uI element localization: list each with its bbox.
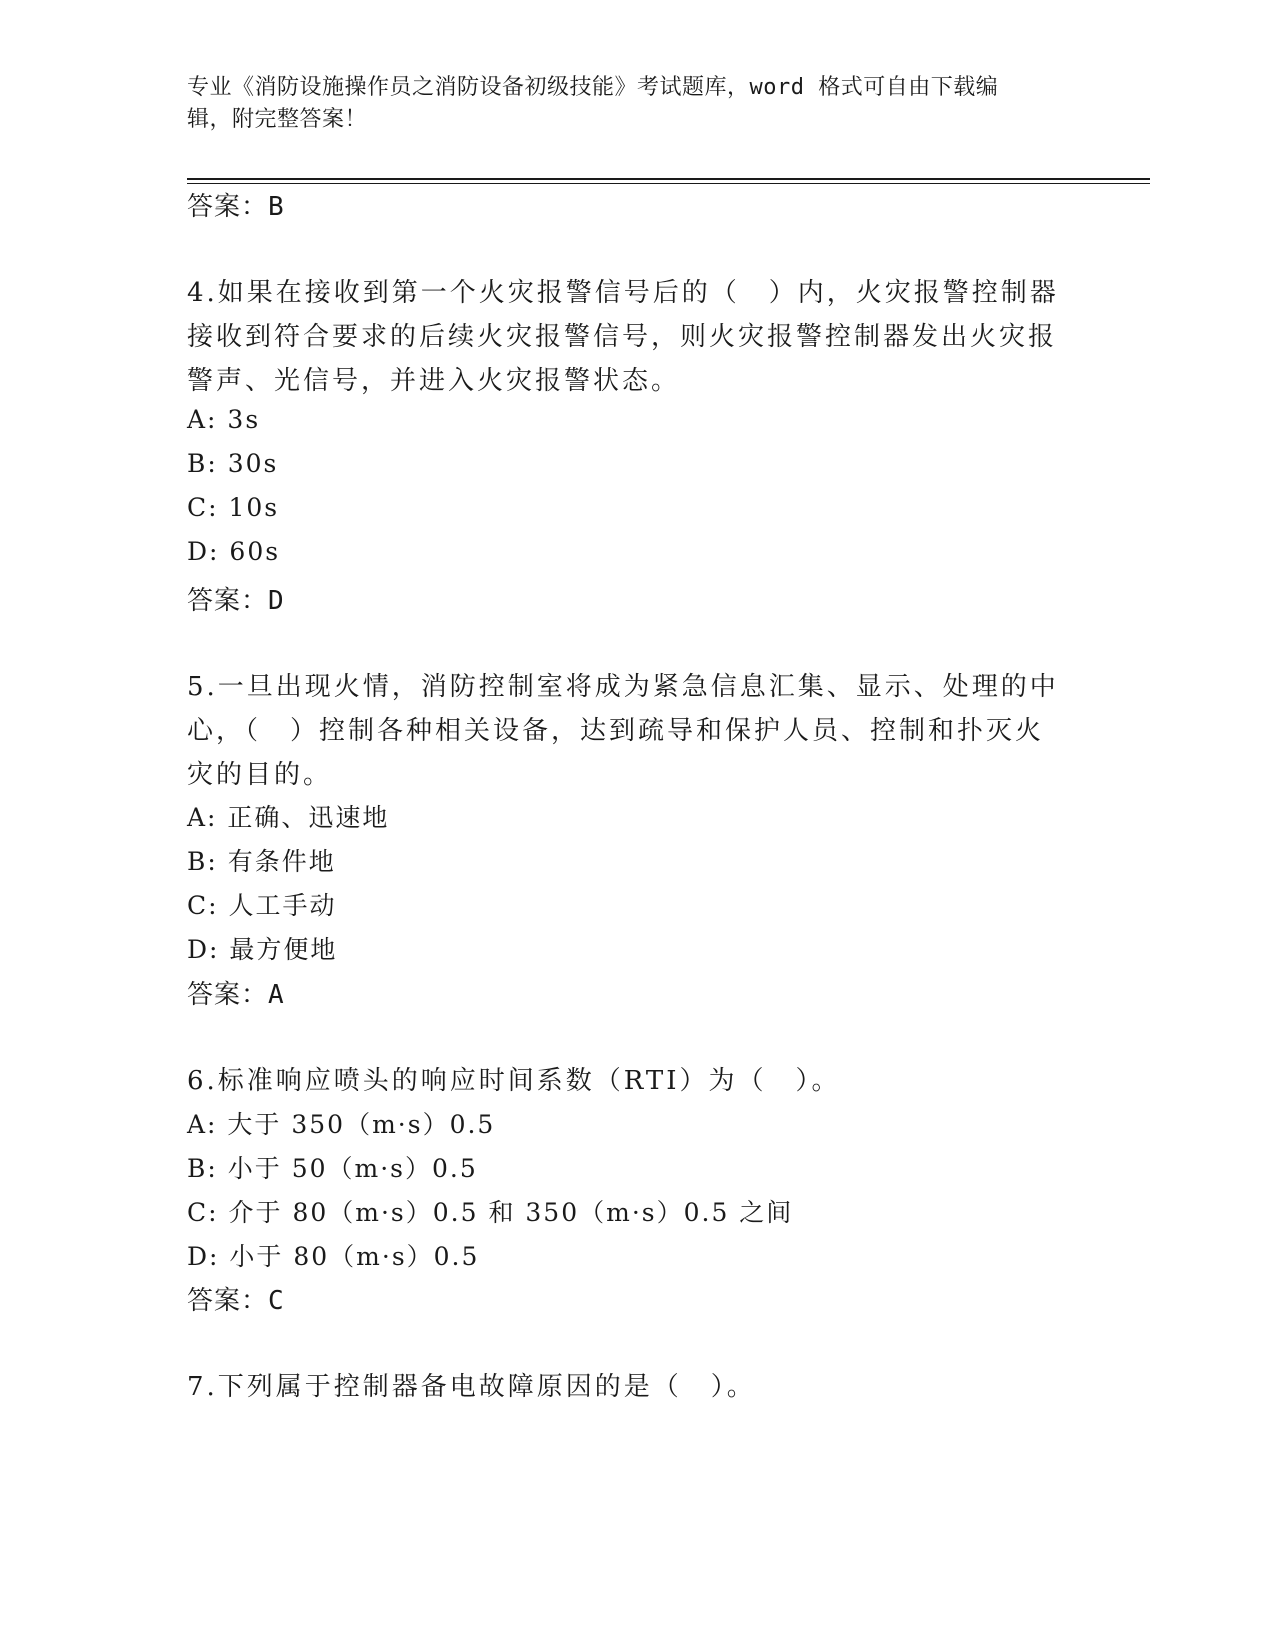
question-4-option-b: B: 30s [187, 449, 279, 478]
question-4-option-c: C: 10s [187, 493, 280, 522]
header-divider-thick [187, 178, 1150, 180]
question-5-option-c: C: 人工手动 [187, 891, 337, 920]
question-4-option-d: D: 60s [187, 537, 281, 566]
header-line-1: 专业《消防设施操作员之消防设备初级技能》考试题库，word 格式可自由下载编 [187, 75, 999, 100]
question-4-option-a: A: 3s [187, 405, 261, 434]
question-6-option-d: D: 小于 80（m·s）0.5 [187, 1242, 480, 1271]
question-6-option-a: A: 大于 350（m·s）0.5 [187, 1110, 496, 1139]
question-5-option-a: A: 正确、迅速地 [187, 803, 390, 832]
question-5-line-3: 灾的目的。 [187, 760, 333, 790]
question-4-line-2: 接收到符合要求的后续火灾报警信号，则火灾报警控制器发出火灾报 [187, 322, 1058, 352]
question-6-line-1: 6.标准响应喷头的响应时间系数（RTI）为（ ）。 [187, 1066, 841, 1096]
header-line-2: 辑，附完整答案！ [187, 107, 368, 132]
question-6-answer: 答案：C [187, 1286, 285, 1316]
question-7-line-1: 7.下列属于控制器备电故障原因的是（ ）。 [187, 1372, 756, 1402]
question-6-option-c: C: 介于 80（m·s）0.5 和 350（m·s）0.5 之间 [187, 1198, 794, 1227]
answer-prev: 答案：B [187, 192, 285, 222]
question-5-option-d: D: 最方便地 [187, 935, 338, 964]
question-4-line-1: 4.如果在接收到第一个火灾报警信号后的（ ）内，火灾报警控制器 [187, 278, 1059, 308]
header-divider-thin [187, 183, 1150, 184]
question-6-option-b: B: 小于 50（m·s）0.5 [187, 1154, 478, 1183]
question-5-option-b: B: 有条件地 [187, 847, 336, 876]
question-5-answer: 答案：A [187, 980, 285, 1010]
question-4-answer: 答案：D [187, 586, 285, 616]
question-4-line-3: 警声、光信号，并进入火灾报警状态。 [187, 366, 681, 396]
document-header [187, 72, 1087, 136]
question-5-line-1: 5.一旦出现火情，消防控制室将成为紧急信息汇集、显示、处理的中 [187, 672, 1059, 702]
question-5-line-2: 心，（ ）控制各种相关设备，达到疏导和保护人员、控制和扑灭火 [187, 716, 1045, 746]
